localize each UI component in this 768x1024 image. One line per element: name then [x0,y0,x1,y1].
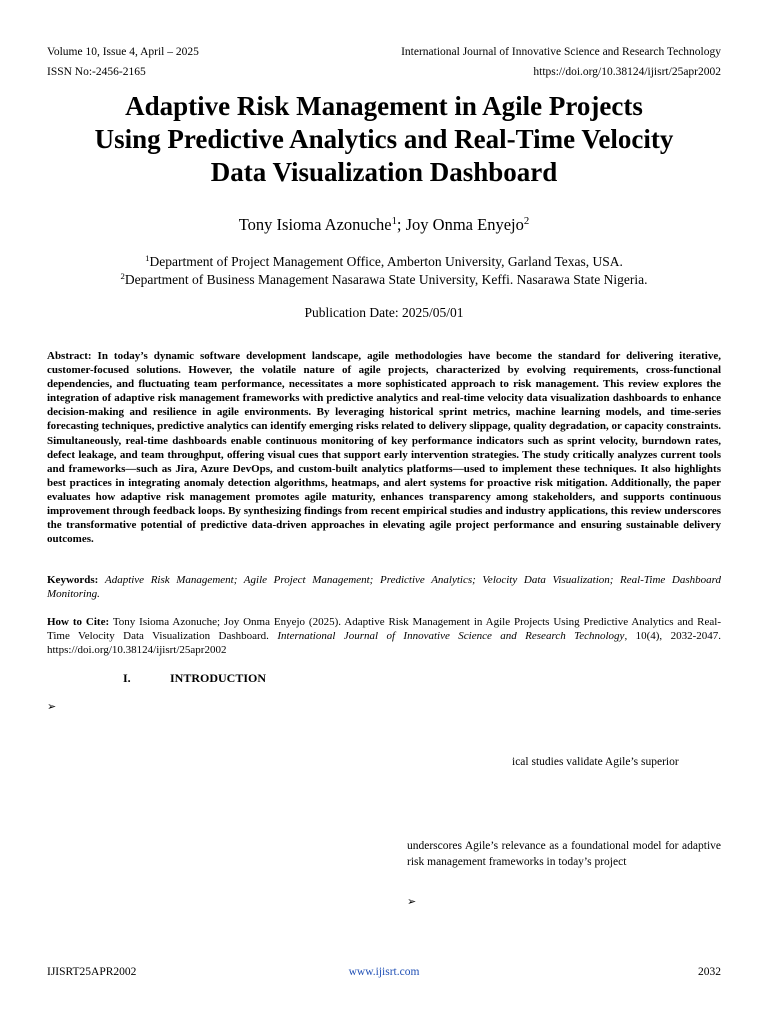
affiliation-1-text: Department of Project Management Office, Amberton University, Garland Texas, USA. [149,254,623,269]
affiliation-2 [40,271,728,289]
affiliation-1 [40,253,728,271]
body-fragment-1: ical studies validate Agile’s superior [512,756,679,768]
keywords-text: Adaptive Risk Management; Agile Project Management; Predictive Analytics; Velocity Data Visualization; Real-Time Dashboard Monitoring. [47,574,722,600]
body-fragment-2: underscores Agile’s relevance as a foundational model for adaptive risk management frameworks in today’s project [407,840,721,868]
doi-link[interactable]: https://doi.org/10.38124/ijisrt/25apr2002 [533,66,721,78]
title-line-2: Using Predictive Analytics and Real-Time Velocity [94,124,674,154]
publication-date: Publication Date: 2025/05/01 [304,305,464,320]
keywords [47,573,721,601]
how-to-cite-rest: , 10(4), 2032-2047. https://doi.org/10.38124/ijisrt/25apr2002 [47,630,722,656]
footer-page-number: 2032 [698,966,721,978]
bullet-arrow-icon: ➢ [47,701,57,713]
author-list [40,215,728,235]
title-line-1: Adaptive Risk Management in Agile Projects [125,91,643,121]
paper-title [40,90,728,189]
volume-issue: Volume 10, Issue 4, April – 2025 [47,46,199,58]
author-2-name: Joy Onma Enyejo [405,215,524,234]
footer-website-link[interactable]: www.ijisrt.com [348,966,420,978]
abstract: Abstract: In today’s dynamic software development landscape, agile methodologies have become the standard for delivering iterative, customer-focused solutions. However, the volatile nature of agile projects, characterized by evolving requirements, cross-functional dependencies, and fluctuating team performance, necessitates a more sophisticated approach to risk management. This review explores the integration of adaptive risk management frameworks with predictive analytics and real-time velocity data visualization dashboards to enhance decision-making and resilience in agile environments. By leveraging historical sprint metrics, machine learning models, and time-series forecasting techniques, predictive analytics can identify emerging risks related to delivery slippage, quality degradation, or capacity constraints. Simultaneously, real-time dashboards enable continuous monitoring of key performance indicators such as sprint velocity, burndown rates, defect leakage, and team throughput, offering visual cues that support early intervention strategies. The study critically analyzes current tools and frameworks—such as Jira, Azure DevOps, and custom-built analytics platforms—used to implement these techniques. It also highlights best practices in integrating anomaly detection algorithms, heatmaps, and alert systems for proactive risk mitigation. Additionally, the paper evaluates how adaptive risk management promotes agile maturity, enhances transparency among stakeholders, and supports continuous improvement through feedback loops. By synthesizing findings from recent empirical studies and industry applications, this review underscores the transformative potential of predictive data-driven approaches in elevating agile project performance and ensuring sustainable delivery outcomes. [47,350,721,546]
how-to-cite-text: Tony Isioma Azonuche; Joy Onma Enyejo (2025). Adaptive Risk Management in Agile Projects Using Predictive Analytics and Real-Time Velocity Data Visualization Dashboard. [47,616,721,642]
issn: ISSN No:-2456-2165 [47,66,146,78]
section-title: INTRODUCTION [170,671,267,685]
affiliation-2-sup: 2 [120,271,125,282]
affiliation-2-text: Department of Business Management Nasarawa State University, Keffi. Nasarawa State Nigeria. [124,272,648,287]
title-line-3: Data Visualization Dashboard [210,157,558,187]
journal-name: International Journal of Innovative Science and Research Technology [401,46,721,58]
how-to-cite [47,615,721,657]
author-2-sup: 2 [523,215,530,228]
how-to-cite-label: How to Cite: [47,616,110,628]
how-to-cite-journal: International Journal of Innovative Science and Research Technology [277,630,625,642]
affiliations [40,253,728,289]
author-1-sup: 1 [391,215,397,228]
author-separator: ; [396,215,406,234]
author-1-name: Tony Isioma Azonuche [238,215,392,234]
section-number: I. [123,671,131,685]
affiliation-1-sup: 1 [145,253,150,264]
keywords-label: Keywords: [47,574,99,586]
bullet-arrow-icon: ➢ [407,896,417,908]
footer-paper-id: IJISRT25APR2002 [47,966,137,978]
